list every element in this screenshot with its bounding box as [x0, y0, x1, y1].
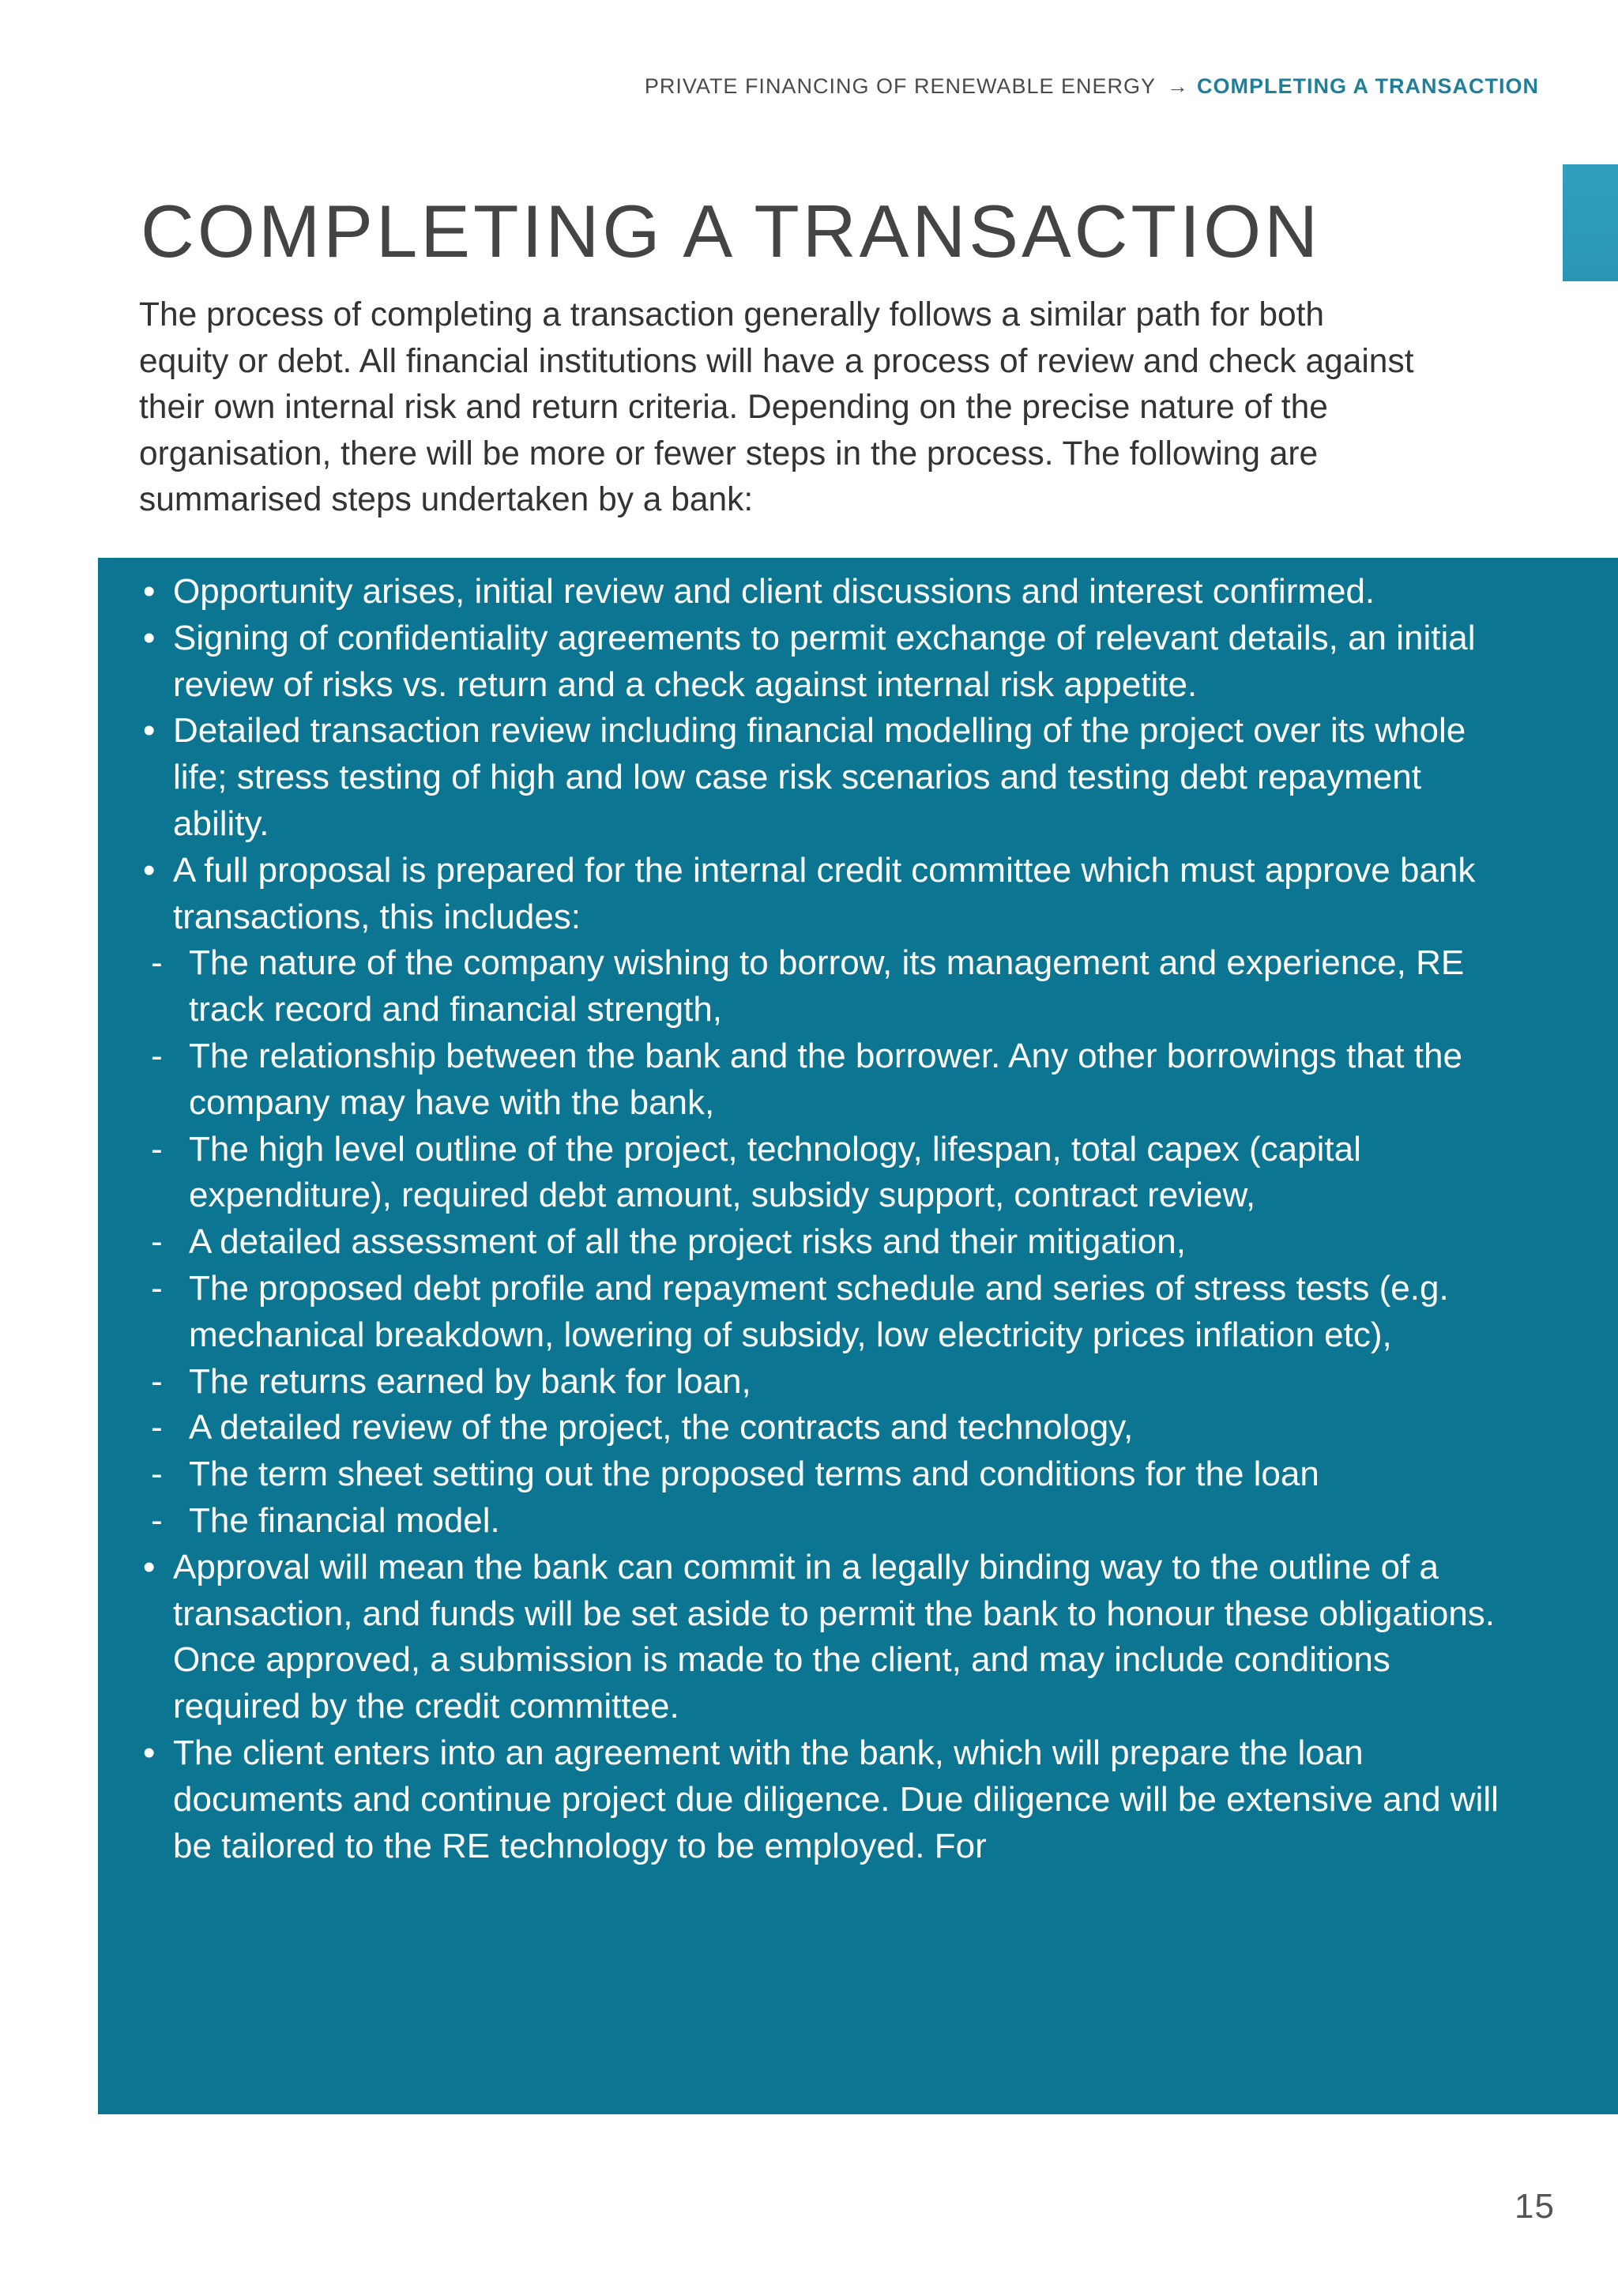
dash-icon: -	[151, 1455, 163, 1494]
dash-icon: -	[151, 1500, 163, 1540]
sub-item	[151, 1033, 1510, 1127]
bullet-icon: •	[143, 711, 156, 751]
step-item	[143, 1730, 1516, 1869]
header-current-section: COMPLETING A TRANSACTION	[1197, 74, 1539, 98]
section-tab-marker	[1563, 164, 1618, 281]
step-item	[143, 615, 1516, 709]
bullet-icon: •	[143, 1547, 156, 1586]
sub-item	[151, 1451, 1510, 1498]
sub-item	[151, 1359, 1510, 1406]
sub-item-text: The term sheet setting out the proposed terms and conditions for the loan	[189, 1455, 1319, 1494]
sub-item	[151, 1498, 1510, 1545]
step-text: Detailed transaction review including financial modelling of the project over its whole life; stress testing of high and low case risk scenarios and testing debt repayment ability.	[173, 711, 1466, 843]
sub-item-text: The returns earned by bank for loan,	[189, 1361, 751, 1401]
sub-item-text: The financial model.	[189, 1500, 500, 1540]
sub-item-text: A detailed review of the project, the contracts and technology,	[189, 1408, 1134, 1447]
sub-item-text: The high level outline of the project, technology, lifespan, total capex (capital expenditure), required debt amount, subsidy support, contract review,	[189, 1129, 1361, 1215]
step-item	[143, 708, 1516, 847]
sub-item-text: The relationship between the bank and the borrower. Any other borrowings that the company may have with the bank,	[189, 1036, 1462, 1122]
step-text: Opportunity arises, initial review and client discussions and interest confirmed.	[173, 572, 1375, 611]
dash-icon: -	[151, 1361, 163, 1401]
step-text: Approval will mean the bank can commit in a legally binding way to the outline of a transaction, and funds will be set aside to permit the bank to honour these obligations. Once approved, a submission is made to the client, and may include conditions required by the credit committee.	[173, 1547, 1496, 1726]
header-section: PRIVATE FINANCING OF RENEWABLE ENERGY	[644, 74, 1157, 98]
sub-item-text: A detailed assessment of all the project risks and their mitigation,	[189, 1222, 1186, 1262]
arrow-right-icon: →	[1167, 74, 1190, 98]
bullet-icon: •	[143, 572, 156, 611]
sub-item-text: The nature of the company wishing to borrow, its management and experience, RE track record and financial strength,	[189, 943, 1465, 1029]
dash-icon: -	[151, 1268, 163, 1308]
dash-icon: -	[151, 1129, 163, 1169]
running-header	[645, 74, 1539, 99]
steps-list	[143, 569, 1618, 1869]
dash-icon: -	[151, 1408, 163, 1447]
sub-list	[143, 940, 1486, 1544]
steps-panel	[98, 558, 1618, 2114]
step-text: Signing of confidentiality agreements to permit exchange of relevant details, an initial review of risks vs. return and a check against internal risk appetite.	[173, 618, 1476, 704]
step-text: A full proposal is prepared for the internal credit committee which must approve bank transactions, this includes:	[173, 850, 1476, 936]
sub-item	[151, 1219, 1510, 1266]
dash-icon: -	[151, 1036, 163, 1075]
intro-paragraph: The process of completing a transaction generally follows a similar path for both equity or debt. All financial institutions will have a process of review and check against their own internal risk and return criteria. Depending on the precise nature of the organisation, there will be more or fewer steps in the process. The following are summarised steps undertaken by a bank:	[139, 296, 1414, 518]
page-title: COMPLETING A TRANSACTION	[141, 190, 1322, 273]
sub-item	[151, 1266, 1510, 1359]
step-item	[143, 1545, 1516, 1730]
dash-icon: -	[151, 1222, 163, 1262]
sub-item-text: The proposed debt profile and repayment schedule and series of stress tests (e.g. mechanical breakdown, lowering of subsidy, low electricity prices inflation etc),	[189, 1268, 1449, 1354]
bullet-icon: •	[143, 1733, 156, 1772]
sub-list-container	[143, 940, 1486, 1544]
step-item	[143, 569, 1516, 615]
step-item	[143, 848, 1516, 941]
page-number: 15	[1515, 2187, 1555, 2226]
sub-item	[151, 940, 1510, 1033]
bullet-icon: •	[143, 618, 156, 657]
bullet-icon: •	[143, 850, 156, 890]
dash-icon: -	[151, 943, 163, 983]
sub-item	[151, 1405, 1510, 1451]
sub-item	[151, 1127, 1510, 1220]
step-text: The client enters into an agreement with the bank, which will prepare the loan documents and continue project due diligence. Due diligence will be extensive and will be tailored to the RE technology to be employed. For	[173, 1733, 1499, 1865]
